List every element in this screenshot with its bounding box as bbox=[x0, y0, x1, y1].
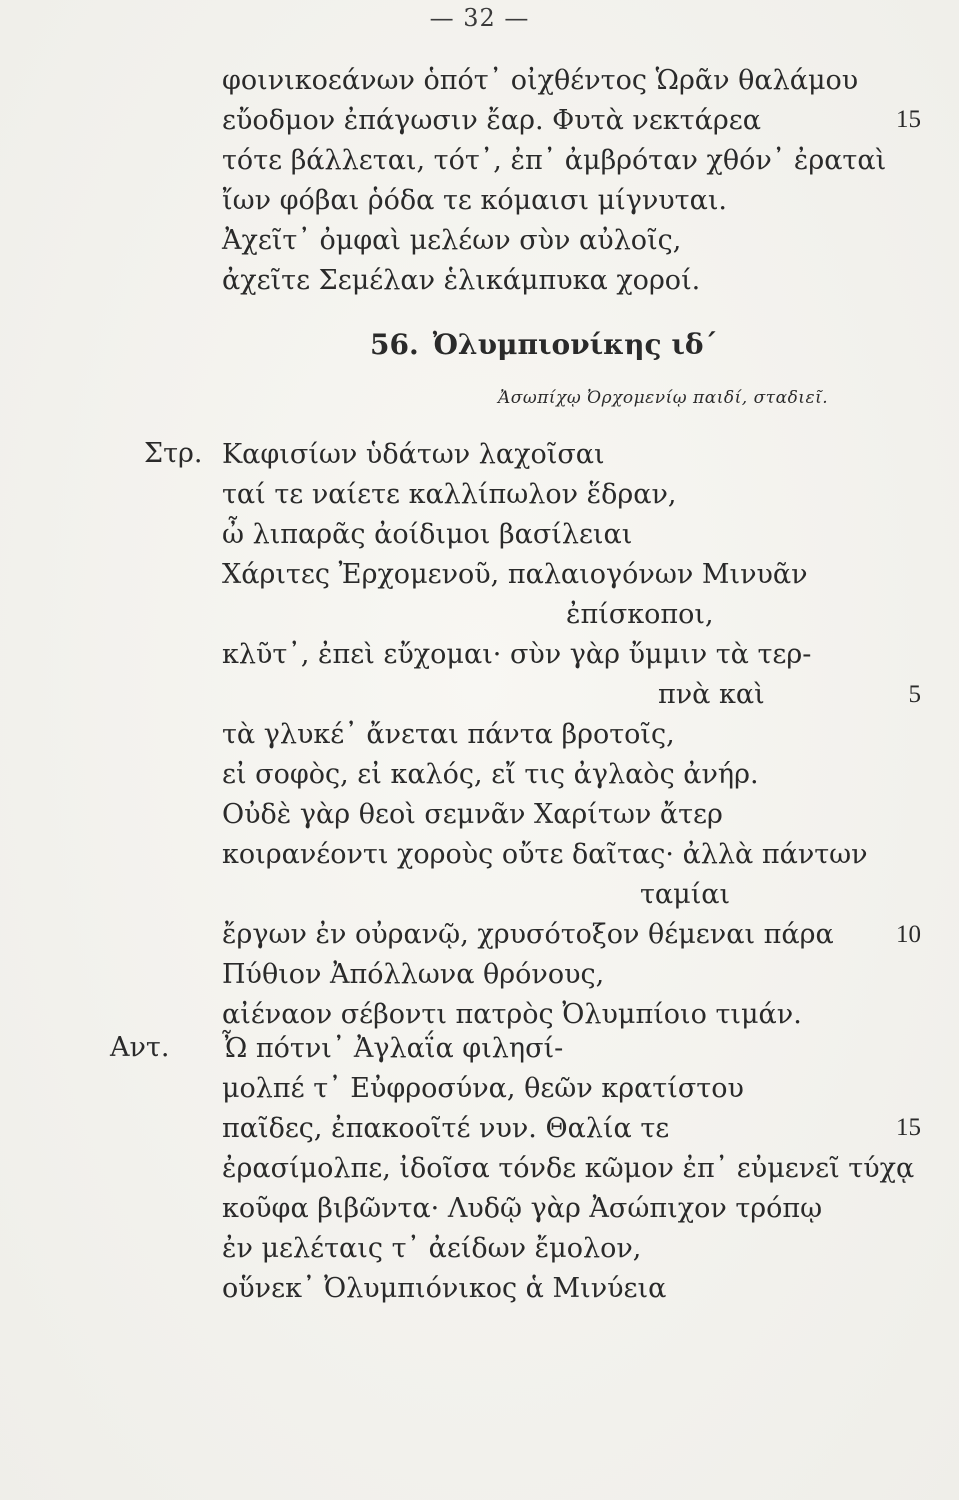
poem-subheading: Ἀσωπίχῳ Ὀρχομενίῳ παιδί, σταδιεῖ. bbox=[498, 388, 829, 408]
verse-line: ἐπίσκοποι, bbox=[566, 599, 714, 630]
verse-line: εἰ σοφὸς, εἰ καλός, εἴ τις ἀγλαὸς ἀνήρ. bbox=[222, 759, 759, 790]
verse-line: εὔοδμον ἐπάγωσιν ἔαρ. Φυτὰ νεκτάρεα bbox=[222, 105, 761, 136]
verse-line: κοιρανέοντι χοροὺς οὔτε δαῖτας· ἀλλὰ πάντων bbox=[222, 839, 868, 870]
verse-line: παῖδες, ἐπακοοῖτέ νυν. Θαλία τε bbox=[222, 1113, 670, 1144]
verse-line: τὰ γλυκέ᾽ ἄνεται πάντα βροτοῖς, bbox=[222, 719, 675, 750]
line-number: 5 bbox=[908, 681, 921, 708]
verse-line: Ἀχεῖτ᾽ ὀμφαὶ μελέων σὺν αὐλοῖς, bbox=[222, 225, 682, 256]
verse-line: Καφισίων ὑδάτων λαχοῖσαι bbox=[222, 439, 605, 470]
verse-line: ἐν μελέταις τ᾽ ἀείδων ἔμολον, bbox=[222, 1233, 642, 1264]
poem-number: 56. bbox=[370, 328, 419, 361]
verse-line: ταί τε ναίετε καλλίπωλον ἕδραν, bbox=[222, 479, 677, 510]
verse-line: τότε βάλλεται, τότ᾽, ἐπ᾽ ἀμβρόταν χθόν᾽ ἐραταὶ bbox=[222, 145, 887, 176]
poem-title: Ὀλυμπιονίκης ιδ´ bbox=[432, 328, 718, 361]
verse-line: Ὦ πότνι᾽ Ἀγλαΐα φιλησί- bbox=[222, 1033, 564, 1064]
verse-line: κλῦτ᾽, ἐπεὶ εὔχομαι· σὺν γὰρ ὔμμιν τὰ τερ- bbox=[222, 639, 812, 670]
verse-line: Χάριτες Ἐρχομενοῦ, παλαιογόνων Μινυᾶν bbox=[222, 559, 808, 590]
verse-line: κοῦφα βιβῶντα· Λυδῷ γὰρ Ἀσώπιχον τρόπῳ bbox=[222, 1193, 823, 1224]
line-number: 15 bbox=[896, 106, 921, 133]
verse-line: αἰέναον σέβοντι πατρὸς Ὀλυμπίοιο τιμάν. bbox=[222, 999, 802, 1030]
strophe-label: Στρ. bbox=[144, 438, 203, 469]
poem-heading bbox=[370, 328, 718, 361]
line-number: 10 bbox=[896, 921, 921, 948]
page-number: — 32 — bbox=[429, 4, 530, 32]
verse-line: ταμίαι bbox=[640, 879, 731, 910]
verse-line: ἀχεῖτε Σεμέλαν ἑλικάμπυκα χοροί. bbox=[222, 265, 701, 296]
verse-line: πνὰ καὶ bbox=[658, 679, 765, 710]
verse-line: Πύθιον Ἀπόλλωνα θρόνους, bbox=[222, 959, 605, 990]
verse-line: Οὐδὲ γὰρ θεοὶ σεμνᾶν Χαρίτων ἄτερ bbox=[222, 799, 723, 830]
antistrophe-label: Αντ. bbox=[110, 1032, 170, 1063]
verse-line: οὕνεκ᾽ Ὀλυμπιόνικος ἁ Μινύεια bbox=[222, 1273, 667, 1304]
verse-line: ἔργων ἐν οὐρανῷ, χρυσότοξον θέμεναι πάρα bbox=[222, 919, 834, 950]
verse-line: ὦ λιπαρᾶς ἀοίδιμοι βασίλειαι bbox=[222, 519, 633, 550]
line-number: 15 bbox=[896, 1114, 921, 1141]
verse-line: ἴων φόβαι ῥόδα τε κόμαισι μίγνυται. bbox=[222, 185, 728, 216]
verse-line: μολπέ τ᾽ Εὐφροσύνα, θεῶν κρατίστου bbox=[222, 1073, 744, 1104]
verse-line: φοινικοεάνων ὁπότ᾽ οἰχθέντος Ὡρᾶν θαλάμου bbox=[222, 65, 859, 96]
verse-line: ἐρασίμολπε, ἰδοῖσα τόνδε κῶμον ἐπ᾽ εὐμενεῖ τύχᾳ bbox=[222, 1153, 915, 1184]
